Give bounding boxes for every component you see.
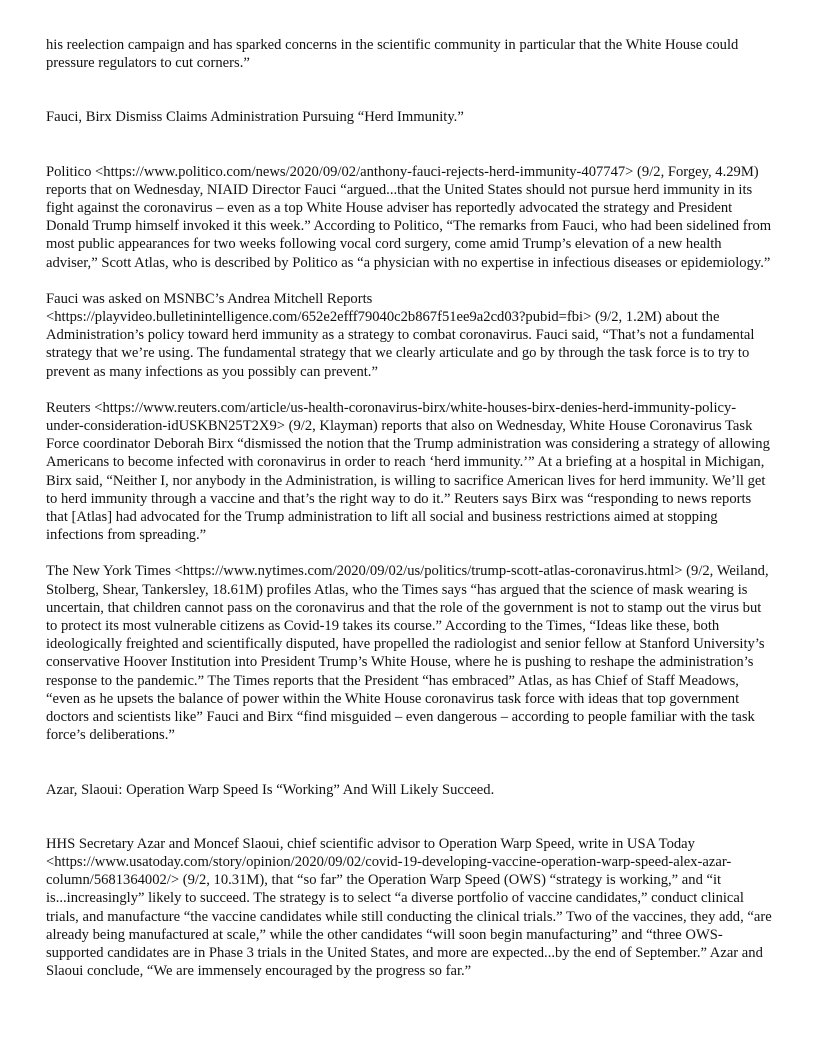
paragraph-politico: Politico <https://www.politico.com/news/2020/09/02/anthony-fauci-rejects-herd-immunity-407747> (9/2, Forgey, 4.29M) reports that on Wednesday, NIAID Director Fauci “argued...that the United States should not pursue herd immunity in its fight against the coronavirus – even as a top White House adviser has reportedly advocated the strategy and President Donald Trump himself invoked it this week.” According to Politico, “The remarks from Fauci, who had been sidelined from most public appearances for two weeks following vocal cord surgery, come amid Trump’s elevation of a new health adviser,” Scott Atlas, who is described by Politico as “a physician with no expertise in infectious diseases or epidemiology.” [46,163,772,271]
spacer [46,544,773,562]
spacer [46,799,773,835]
paragraph-usa-today: HHS Secretary Azar and Moncef Slaoui, chief scientific advisor to Operation Warp Speed, write in USA Today <https://www.usatoday.com/story/opinion/2020/09/02/covid-19-developing-vaccine-operation-warp-speed-alex-azar-column/5681364002/> (9/2, 10.31M), that “so far” the Operation Warp Speed (OWS) “strategy is working,” and “it is...increasingly” likely to succeed. The strategy is to select “a diverse portfolio of vaccine candidates,” conduct clinical trials, and manufacture “the vaccine candidates while still conducting the clinical trials.” Two of the vaccines, they add, “are already being manufactured at scale,” while the other candidates “will soon begin manufacturing” and “three OWS-supported candidates are in Phase 3 trials in the United States, and more are expected...by the end of September.” Azar and Slaoui conclude, “We are immensely encouraged by the progress so far.” [46,835,772,980]
spacer [46,272,773,290]
section-heading-herd-immunity: Fauci, Birx Dismiss Claims Administration Pursuing “Herd Immunity.” [46,109,464,126]
spacer [46,745,773,781]
paragraph-reuters: Reuters <https://www.reuters.com/article/us-health-coronavirus-birx/white-houses-birx-denies-herd-immunity-policy-under-consideration-idUSKBN25T2X9> (9/2, Klayman) reports that also on Wednesday, White House Coronavirus Task Force coordinator Deborah Birx “dismissed the notion that the Trump administration was considering a strategy of allowing Americans to become infected with coronavirus in order to reach ‘herd immunity.’” At a briefing at a hospital in Michigan, Birx said, “Neither I, nor anybody in the Administration, is willing to sacrifice American lives for herd immunity. We’ll get to herd immunity through a vaccine and that’s the right way to do it.” Reuters says Birx was “responding to news reports that [Atlas] had advocated for the Trump administration to lift all social and business restrictions aimed at stopping infections from spreading.” [46,399,770,544]
paragraph-msnbc: Fauci was asked on MSNBC’s Andrea Mitchell Reports <https://playvideo.bulletinintelligence.com/652e2efff79040c2b867f51ee9a2cd03?pubid=fbi> (9/2, 1.2M) about the Administration’s policy toward herd immunity as a strategy to combat coronavirus. Fauci said, “That’s not a fundamental strategy that we’re using. The fundamental strategy that we clearly articulate and go by through the task force is to try to prevent as many infections as you possibly can prevent.” [46,290,755,380]
document-page [46,36,773,980]
spacer [46,127,773,163]
paragraph-nytimes: The New York Times <https://www.nytimes.com/2020/09/02/us/politics/trump-scott-atlas-coronavirus.html> (9/2, Weiland, Stolberg, Shear, Tankersley, 18.61M) profiles Atlas, who the Times says “has argued that the science of mask wearing is uncertain, that children cannot pass on the coronavirus and that the role of the government is not to stamp out the virus but to protect its most vulnerable citizens as Covid-19 takes its course.” According to the Times, “Ideas like these, both ideologically freighted and scientifically disputed, have propelled the radiologist and senior fellow at Stanford University’s conservative Hoover Institution into President Trump’s White House, where he is pushing to reshape the administration’s response to the pandemic.” The Times reports that the President “has embraced” Atlas, as has Chief of Staff Meadows, “even as he upsets the balance of power within the White House coronavirus task force with ideas that top government doctors and scientists like” Fauci and Birx “find misguided – even dangerous – according to people familiar with the task force’s deliberations.” [46,563,769,744]
intro-paragraph: his reelection campaign and has sparked concerns in the scientific community in particular that the White House could pressure regulators to cut corners.” [46,37,739,72]
spacer [46,72,773,108]
spacer [46,381,773,399]
section-heading-warp-speed: Azar, Slaoui: Operation Warp Speed Is “Working” And Will Likely Succeed. [46,781,495,798]
